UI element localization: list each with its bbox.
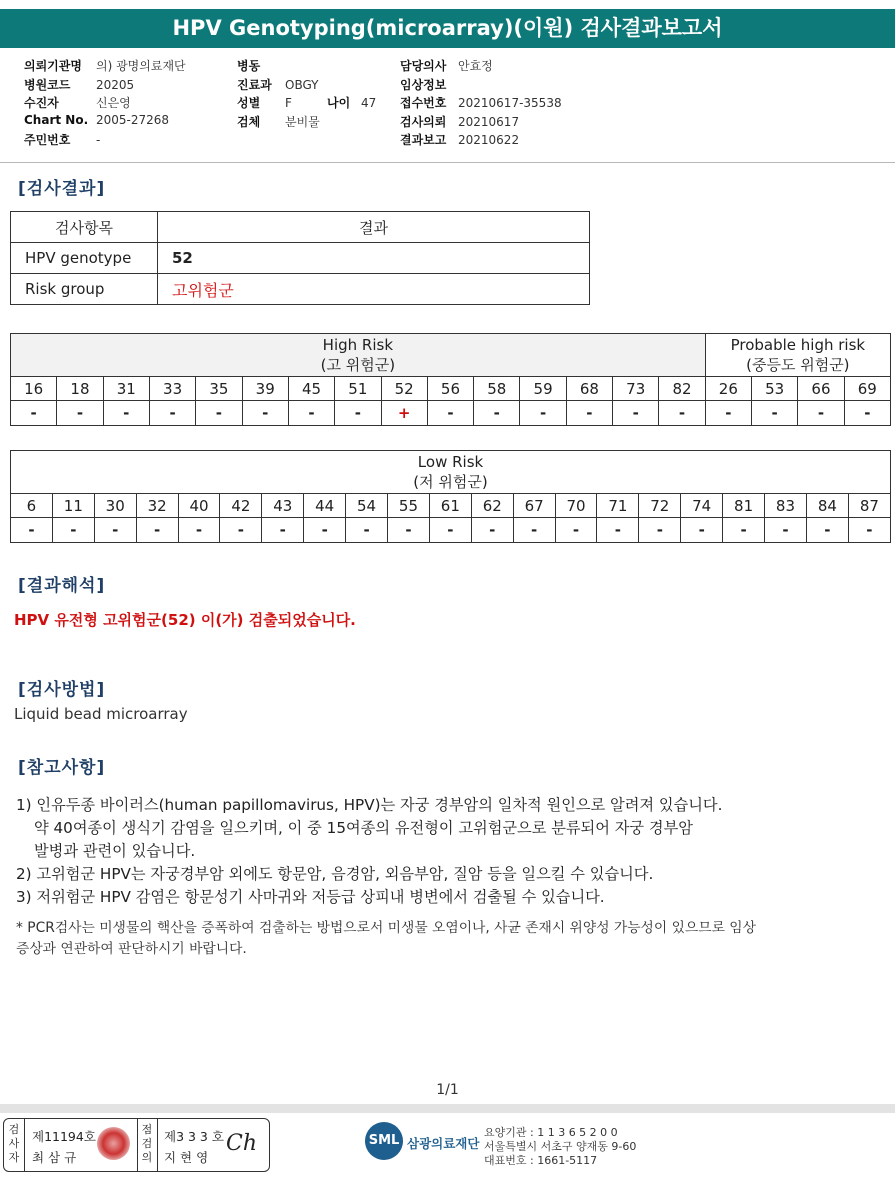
divider xyxy=(137,1119,138,1171)
high-risk-table xyxy=(10,333,891,426)
high-risk-type: 33 xyxy=(149,377,195,401)
section-method-heading: [검사방법] xyxy=(18,680,106,700)
low-risk-type: 32 xyxy=(136,494,178,518)
signature-box xyxy=(3,1118,270,1172)
method-text: Liquid bead microarray xyxy=(14,705,188,723)
high-risk-result: - xyxy=(11,401,57,426)
reviewer-name: 지 현 영 xyxy=(164,1150,209,1165)
high-risk-result: - xyxy=(57,401,103,426)
low-risk-type: 40 xyxy=(178,494,220,518)
low-risk-result: - xyxy=(11,518,53,543)
low-risk-result: - xyxy=(136,518,178,543)
low-risk-type: 30 xyxy=(94,494,136,518)
high-risk-type: 59 xyxy=(520,377,566,401)
high-risk-result: - xyxy=(103,401,149,426)
low-risk-result: - xyxy=(848,518,890,543)
section-notes-heading: [참고사항] xyxy=(18,758,106,778)
value-patient: 신은영 xyxy=(96,96,131,110)
high-risk-type: 16 xyxy=(11,377,57,401)
examiner-name: 최 삼 규 xyxy=(32,1150,77,1165)
low-risk-type: 81 xyxy=(723,494,765,518)
low-risk-result: - xyxy=(765,518,807,543)
low-risk-result: - xyxy=(806,518,848,543)
examiner-label: 검사자 xyxy=(8,1123,20,1164)
high-risk-result: - xyxy=(196,401,242,426)
low-risk-table xyxy=(10,450,891,543)
low-risk-type: 54 xyxy=(346,494,388,518)
high-risk-type: 39 xyxy=(242,377,288,401)
header-col-3 xyxy=(400,57,562,150)
result-item-risk-group: Risk group xyxy=(11,274,158,305)
label-report-date: 결과보고 xyxy=(400,133,447,147)
high-risk-type: 31 xyxy=(103,377,149,401)
high-risk-result: - xyxy=(427,401,473,426)
note-1-line-1: 1) 인유두종 바이러스(human papillomavirus, HPV)는 자궁 경부암의 일차적 원인으로 알려져 있습니다. xyxy=(16,796,723,814)
low-risk-result: - xyxy=(597,518,639,543)
low-risk-result: - xyxy=(388,518,430,543)
low-risk-type: 67 xyxy=(513,494,555,518)
page-number: 1/1 xyxy=(436,1082,459,1098)
high-risk-result: - xyxy=(613,401,659,426)
probable-high-risk-result: - xyxy=(844,401,890,426)
value-hospital-code: 20205 xyxy=(96,77,135,92)
patient-header xyxy=(0,55,895,161)
low-risk-result: - xyxy=(94,518,136,543)
sml-logo-icon: SML xyxy=(365,1122,403,1160)
low-risk-result: - xyxy=(555,518,597,543)
company-info xyxy=(484,1126,636,1168)
reviewer-signature: Ch xyxy=(226,1131,258,1156)
low-risk-type: 83 xyxy=(765,494,807,518)
value-resident-no: - xyxy=(96,133,101,147)
label-patient: 수진자 xyxy=(24,96,59,110)
label-request-date: 검사의뢰 xyxy=(400,114,447,129)
label-age: 나이 xyxy=(327,96,351,110)
high-risk-result: - xyxy=(520,401,566,426)
high-risk-type: 35 xyxy=(196,377,242,401)
label-department: 진료과 xyxy=(237,77,272,92)
low-risk-result: - xyxy=(471,518,513,543)
result-value-risk-group: 고위험군 xyxy=(158,274,590,305)
section-result-heading: [검사결과] xyxy=(18,179,106,199)
probable-high-risk-result: - xyxy=(752,401,798,426)
company-address: 서울특별시 서초구 양재동 9-60 xyxy=(484,1140,637,1153)
result-head-item: 검사항목 xyxy=(11,212,158,243)
low-risk-type: 84 xyxy=(806,494,848,518)
high-risk-result: + xyxy=(381,401,427,426)
value-age: 47 xyxy=(361,96,377,110)
probable-high-risk-type: 26 xyxy=(705,377,751,401)
high-risk-title: High Risk xyxy=(322,336,394,354)
low-risk-result: - xyxy=(178,518,220,543)
value-accession-no: 20210617-35538 xyxy=(458,96,562,110)
footnote xyxy=(16,918,756,960)
probable-high-risk-subtitle: (중등도 위험군) xyxy=(746,356,850,374)
label-specimen: 검체 xyxy=(237,114,261,129)
footnote-line-1: * PCR검사는 미생물의 핵산을 증폭하여 검출하는 방법으로서 미생물 오염이나, 사균 존재시 위양성 가능성이 있으므로 임상 xyxy=(16,920,756,936)
value-request-date: 20210617 xyxy=(458,114,520,129)
company-name: 삼광의료재단 xyxy=(407,1136,480,1151)
value-report-date: 20210622 xyxy=(458,133,520,147)
report-title: HPV Genotyping(microarray)(이원) 검사결과보고서 xyxy=(0,9,895,48)
low-risk-header xyxy=(11,451,891,494)
label-institution: 의뢰기관명 xyxy=(24,59,82,73)
header-col-2 xyxy=(237,57,376,131)
low-risk-type: 6 xyxy=(11,494,53,518)
header-col-1 xyxy=(24,57,186,150)
low-risk-title: Low Risk xyxy=(417,453,484,471)
high-risk-subtitle: (고 위험군) xyxy=(320,356,396,374)
low-risk-type: 71 xyxy=(597,494,639,518)
note-1-line-3: 발병과 관련이 있습니다. xyxy=(34,842,196,860)
high-risk-type: 58 xyxy=(474,377,520,401)
result-head-result: 결과 xyxy=(158,212,590,243)
label-resident-no: 주민번호 xyxy=(24,133,71,147)
high-risk-type: 45 xyxy=(288,377,334,401)
low-risk-type: 43 xyxy=(262,494,304,518)
reviewer-license-no: 제3 3 3 호 xyxy=(164,1129,224,1144)
low-risk-type: 87 xyxy=(848,494,890,518)
low-risk-result: - xyxy=(639,518,681,543)
high-risk-result: - xyxy=(474,401,520,426)
header-divider xyxy=(0,162,895,163)
high-risk-type: 51 xyxy=(335,377,381,401)
divider xyxy=(24,1119,25,1171)
value-sex: F xyxy=(285,96,292,110)
high-risk-type: 73 xyxy=(613,377,659,401)
low-risk-type: 61 xyxy=(429,494,471,518)
footer-band xyxy=(0,1104,895,1113)
note-2: 2) 고위험군 HPV는 자궁경부암 외에도 항문암, 음경암, 외음부암, 질암 등을 일으킬 수 있습니다. xyxy=(16,865,654,883)
note-1-line-2: 약 40여종이 생식기 감염을 일으키며, 이 중 15여종의 유전형이 고위험군으로 분류되어 자궁 경부암 xyxy=(34,819,693,837)
value-doctor: 안효정 xyxy=(458,59,493,73)
high-risk-type: 56 xyxy=(427,377,473,401)
label-sex: 성별 xyxy=(237,96,261,110)
probable-high-risk-header xyxy=(705,334,890,377)
interpretation-text: HPV 유전형 고위험군(52) 이(가) 검출되었습니다. xyxy=(14,611,356,629)
low-risk-type: 74 xyxy=(681,494,723,518)
result-table xyxy=(10,211,590,305)
probable-high-risk-type: 53 xyxy=(752,377,798,401)
label-hospital-code: 병원코드 xyxy=(24,77,71,92)
high-risk-result: - xyxy=(149,401,195,426)
probable-high-risk-type: 66 xyxy=(798,377,844,401)
low-risk-result: - xyxy=(429,518,471,543)
probable-high-risk-result: - xyxy=(798,401,844,426)
low-risk-type: 11 xyxy=(52,494,94,518)
value-specimen: 분비물 xyxy=(285,114,320,129)
low-risk-result: - xyxy=(262,518,304,543)
low-risk-result: - xyxy=(723,518,765,543)
low-risk-result: - xyxy=(346,518,388,543)
low-risk-result: - xyxy=(220,518,262,543)
low-risk-type: 62 xyxy=(471,494,513,518)
low-risk-type: 72 xyxy=(639,494,681,518)
examiner-license-no: 제11194호 xyxy=(32,1129,96,1144)
high-risk-type: 18 xyxy=(57,377,103,401)
low-risk-type: 70 xyxy=(555,494,597,518)
label-doctor: 담당의사 xyxy=(400,59,447,73)
label-clinical-info: 임상정보 xyxy=(400,77,447,92)
label-ward: 병동 xyxy=(237,59,261,73)
result-item-genotype: HPV genotype xyxy=(11,243,158,274)
low-risk-result: - xyxy=(52,518,94,543)
low-risk-type: 44 xyxy=(304,494,346,518)
company-phone: 대표번호 : 1661-5117 xyxy=(484,1154,598,1167)
result-value-genotype: 52 xyxy=(158,243,590,274)
low-risk-type: 42 xyxy=(220,494,262,518)
divider xyxy=(157,1119,158,1171)
section-interpretation-heading: [결과해석] xyxy=(18,576,106,596)
high-risk-type: 52 xyxy=(381,377,427,401)
value-department: OBGY xyxy=(285,77,319,92)
low-risk-type: 55 xyxy=(388,494,430,518)
low-risk-result: - xyxy=(304,518,346,543)
examiner-seal-icon xyxy=(97,1127,130,1160)
low-risk-result: - xyxy=(681,518,723,543)
label-chart-no: Chart No. xyxy=(24,112,89,127)
probable-high-risk-result: - xyxy=(705,401,751,426)
probable-high-risk-type: 69 xyxy=(844,377,890,401)
high-risk-header xyxy=(11,334,706,377)
low-risk-subtitle: (저 위험군) xyxy=(413,473,488,491)
probable-high-risk-title: Probable high risk xyxy=(730,336,866,354)
high-risk-result: - xyxy=(288,401,334,426)
high-risk-type: 82 xyxy=(659,377,705,401)
value-chart-no: 2005-27268 xyxy=(96,112,170,127)
high-risk-type: 68 xyxy=(566,377,612,401)
note-3: 3) 저위험군 HPV 감염은 항문성기 사마귀와 저등급 상피내 병변에서 검출될 수 있습니다. xyxy=(16,888,605,906)
reviewer-label: 점검의 xyxy=(141,1123,153,1164)
value-institution: 의) 광명의료재단 xyxy=(96,59,186,73)
high-risk-result: - xyxy=(242,401,288,426)
high-risk-result: - xyxy=(335,401,381,426)
high-risk-result: - xyxy=(566,401,612,426)
footnote-line-2: 증상과 연관하여 판단하시기 바랍니다. xyxy=(16,941,247,957)
notes-list xyxy=(16,794,722,909)
low-risk-result: - xyxy=(513,518,555,543)
label-accession-no: 접수번호 xyxy=(400,96,447,110)
high-risk-result: - xyxy=(659,401,705,426)
company-institution-code: 요양기관 : 1 1 3 6 5 2 0 0 xyxy=(484,1126,618,1139)
